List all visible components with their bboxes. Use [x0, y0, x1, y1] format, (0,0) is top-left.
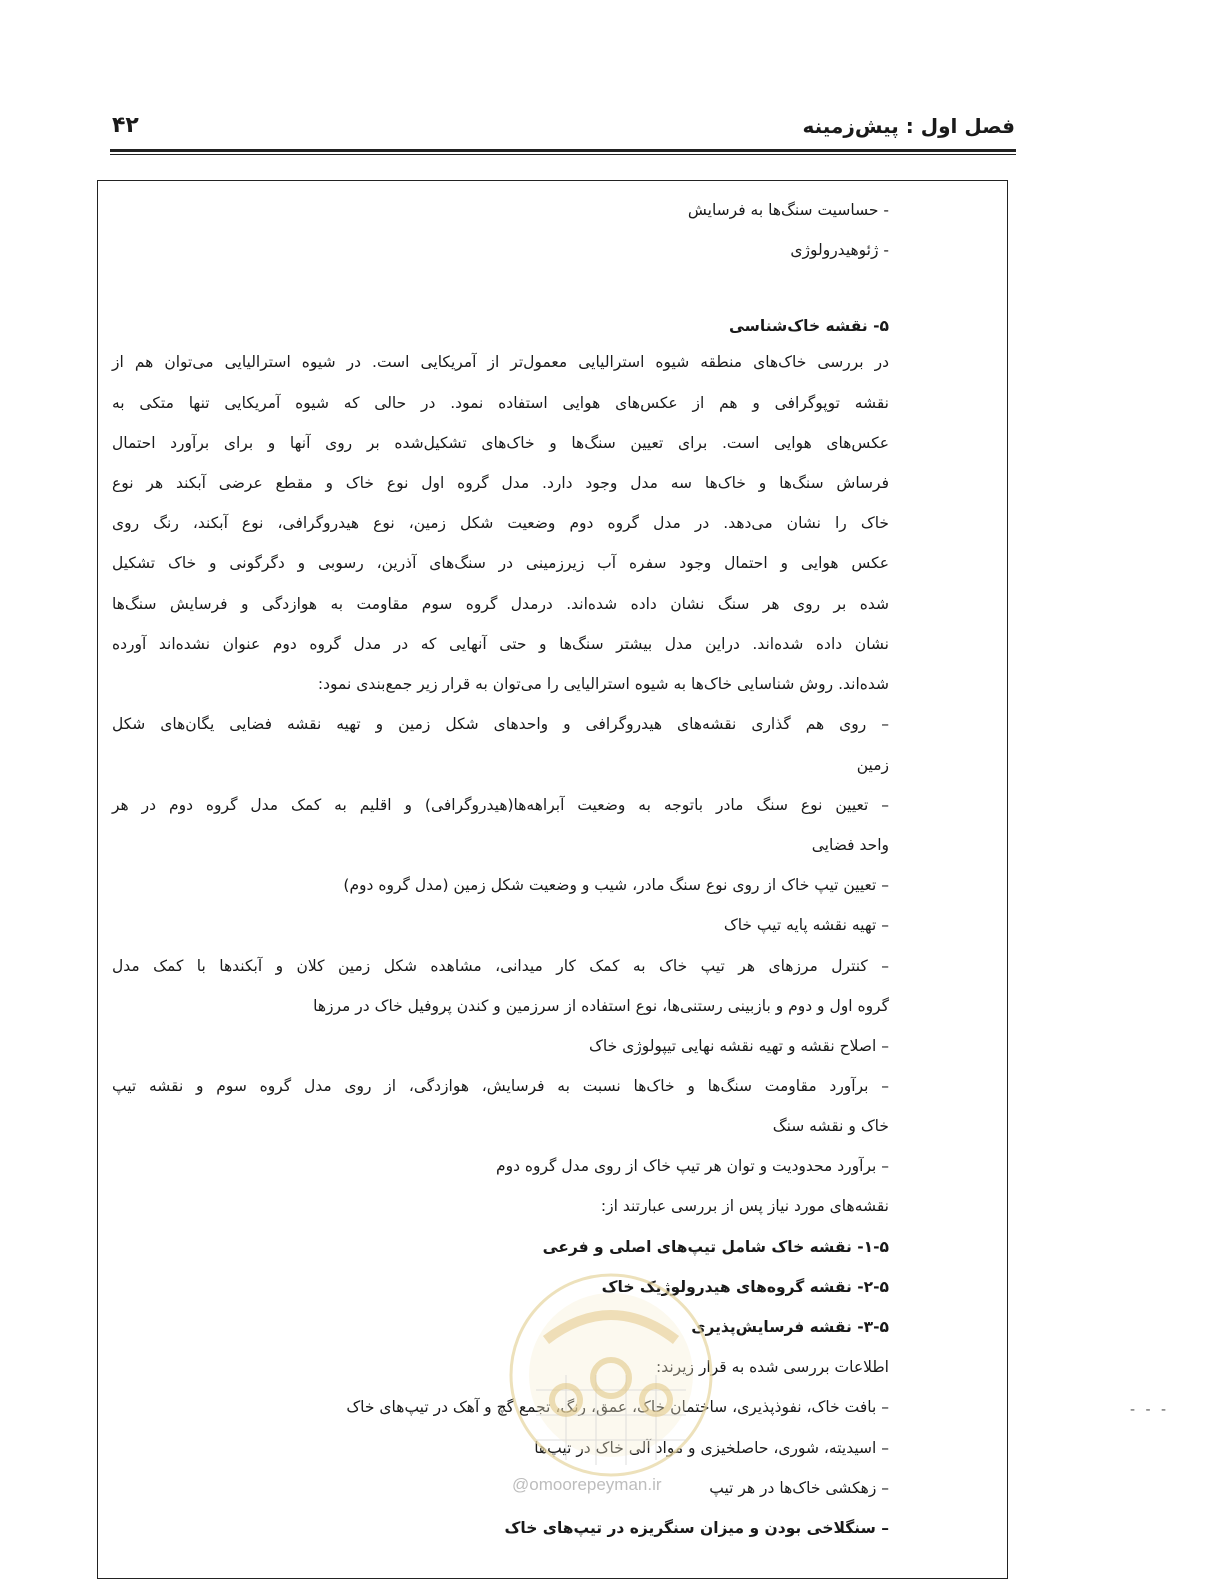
- list-item: – برآورد مقاومت سنگ‌ها و خاک‌ها نسبت به فرسایش، هوازدگی، از روی مدل گروه سوم و نقشه تیپ: [112, 1077, 889, 1095]
- list-item: – تعیین تیپ خاک از روی نوع سنگ مادر، شیب و وضعیت شکل زمین (مدل گروه دوم): [343, 876, 889, 894]
- paragraph-line: شده‌اند. روش شناسایی خاک‌ها به شیوه استرالیایی را می‌توان به قرار زیر جمع‌بندی نمود:: [317, 675, 889, 693]
- list-item: – بافت خاک، نفوذپذیری، ساختمان خاک، عمق، رنگ، تجمع گچ و آهک در تیپ‌های خاک: [346, 1398, 889, 1416]
- list-item: – تعیین نوع سنگ مادر باتوجه به وضعیت آبراهه‌ها(هیدروگرافی) و اقلیم به کمک مدل گروه دوم در هر: [112, 796, 889, 814]
- list-item: – زهکشی خاک‌ها در هر تیپ: [709, 1479, 889, 1497]
- numbered-heading: ۳-۵- نقشه فرسایش‌پذیری: [691, 1318, 889, 1336]
- paragraph-line: نشان داده شده‌اند. دراین مدل بیشتر سنگ‌ها و حتی آنهایی که در مدل گروه دوم عنوان نشده‌اند آورده: [112, 635, 889, 653]
- list-item: – سنگلاخی بودن و میزان سنگریزه در تیپ‌های خاک: [504, 1519, 889, 1537]
- list-item: – اصلاح نقشه و تهیه نقشه نهایی تیپولوژی خاک: [588, 1037, 889, 1055]
- list-item: - حساسیت سنگ‌ها به فرسایش: [687, 201, 889, 219]
- margin-mark: - - -: [1130, 1402, 1170, 1418]
- header-rule-thin: [110, 154, 1016, 155]
- watermark-logo: [506, 1270, 716, 1480]
- chapter-title: فصل اول : پیش‌زمینه: [802, 114, 1015, 138]
- paragraph-line: شده بر روی هر سنگ نشان داده شده‌اند. درمدل گروه سوم مقاومت به هوازدگی و فرسایش سنگ‌ها: [112, 595, 889, 613]
- paragraph-line: نقشه توپوگرافی و هم از عکس‌های هوایی استفاده نمود. در حالی که شیوه آمریکایی تنها متکی به: [112, 394, 889, 412]
- paragraph-line: خاک را نشان می‌دهد. در مدل گروه دوم وضعیت شکل زمین، نوع هیدروگرافی، نوع آبکند، رنگ روی: [112, 514, 889, 532]
- list-item: – تهیه نقشه پایه تیپ خاک: [723, 916, 889, 934]
- paragraph-line: عکس‌های هوایی است. برای تعیین سنگ‌ها و خاک‌های تشکیل‌شده بر روی آنها و برای برآورد احتمال: [112, 434, 889, 452]
- list-item: – کنترل مرزهای هر تیپ خاک به کمک کار میدانی، مشاهده شکل زمین کلان و آبکندها با کمک مدل: [112, 957, 889, 975]
- list-item: – برآورد محدودیت و توان هر تیپ خاک از روی مدل گروه دوم: [495, 1157, 889, 1175]
- numbered-heading: ۱-۵- نقشه خاک شامل تیپ‌های اصلی و فرعی: [542, 1238, 889, 1256]
- list-item-continuation: واحد فضایی: [811, 836, 889, 854]
- list-item: - ژئوهیدرولوژی: [790, 241, 889, 259]
- paragraph-line: در بررسی خاک‌های منطقه شیوه استرالیایی معمول‌تر از آمریکایی است. در شیوه استرالیایی می‌توان هم از: [112, 353, 889, 371]
- list-item-continuation: گروه اول و دوم و بازبینی رستنی‌ها، نوع استفاده از سرزمین و کندن پروفیل خاک در مرزها: [313, 997, 889, 1015]
- list-item-continuation: خاک و نقشه سنگ: [772, 1117, 889, 1135]
- page-number: ۴۲: [112, 113, 139, 138]
- paragraph-line: نقشه‌های مورد نیاز پس از بررسی عبارتند از:: [600, 1197, 889, 1215]
- list-item: – اسیدیته، شوری، حاصلخیزی و مواد آلی خاک در تیپ‌ها: [534, 1439, 889, 1457]
- paragraph-line: عکس هوایی و احتمال وجود سفره آب زیرزمینی در سنگ‌های آذرین، رسوبی و دگرگونی و خاک تشکیل: [112, 554, 889, 572]
- paragraph-line: فرساش سنگ‌ها و خاک‌ها سه مدل وجود دارد. مدل گروه اول نوع خاک و مقطع عرضی آبکند هر نوع: [112, 474, 889, 492]
- watermark-text: @omoorepeyman.ir: [512, 1475, 662, 1494]
- list-item: – روی هم گذاری نقشه‌های هیدروگرافی و واحدهای شکل زمین و تهیه نقشه فضایی یگان‌های شکل: [112, 715, 889, 733]
- numbered-heading: ۲-۵- نقشه گروه‌های هیدرولوژیک خاک: [601, 1278, 889, 1296]
- section-heading: ۵- نقشه خاک‌شناسی: [728, 317, 889, 335]
- paragraph-line: اطلاعات بررسی شده به قرار زیرند:: [656, 1358, 889, 1376]
- header-rule-thick: [110, 149, 1016, 152]
- list-item-continuation: زمین: [856, 756, 889, 774]
